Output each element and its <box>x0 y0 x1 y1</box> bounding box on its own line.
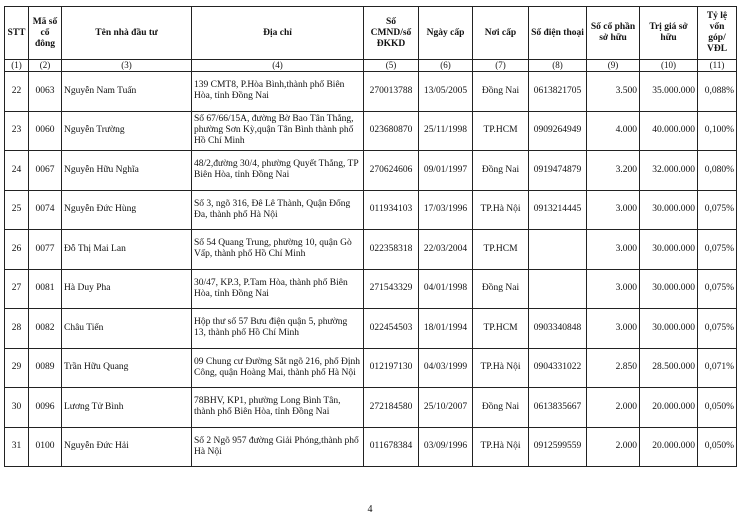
issue-place-cell: Đồng Nai <box>473 388 529 428</box>
column-number: (2) <box>29 60 62 72</box>
shares-cell: 3.000 <box>587 269 640 309</box>
investor-name-cell: Nguyễn Hữu Nghĩa <box>62 151 192 191</box>
header-cell: Số điện thoại <box>529 7 587 60</box>
column-number: (11) <box>698 60 737 72</box>
shares-cell: 2.000 <box>587 388 640 428</box>
shares-cell: 3.000 <box>587 230 640 270</box>
shareholder-code-cell: 0089 <box>29 348 62 388</box>
issue-place-cell: TP.Hà Nội <box>473 348 529 388</box>
value-cell: 40.000.000 <box>640 111 698 151</box>
stt-cell: 28 <box>5 309 29 349</box>
issue-place-cell: TP.Hà Nội <box>473 427 529 467</box>
header-cell: Ngày cấp <box>419 7 473 60</box>
id-number-cell: 011678384 <box>364 427 419 467</box>
issue-date-cell: 04/01/1998 <box>419 269 473 309</box>
shareholder-code-cell: 0096 <box>29 388 62 428</box>
id-number-cell: 011934103 <box>364 190 419 230</box>
table-row <box>5 348 737 388</box>
stt-cell: 31 <box>5 427 29 467</box>
header-cell: Số CMND/số ĐKKD <box>364 7 419 60</box>
table-row <box>5 388 737 428</box>
ratio-cell: 0,075% <box>698 230 737 270</box>
value-cell: 30.000.000 <box>640 269 698 309</box>
investor-name-cell: Hà Duy Pha <box>62 269 192 309</box>
phone-cell: 0903340848 <box>529 309 587 349</box>
ratio-cell: 0,071% <box>698 348 737 388</box>
address-cell: 48/2,đường 30/4, phường Quyết Thắng, TP Biên Hòa, tỉnh Đồng Nai <box>192 151 364 191</box>
id-number-cell: 270013788 <box>364 72 419 112</box>
phone-cell: 0919474879 <box>529 151 587 191</box>
issue-place-cell: Đồng Nai <box>473 269 529 309</box>
shareholder-code-cell: 0081 <box>29 269 62 309</box>
issue-place-cell: TP.HCM <box>473 309 529 349</box>
issue-date-cell: 04/03/1999 <box>419 348 473 388</box>
value-cell: 35.000.000 <box>640 72 698 112</box>
issue-date-cell: 09/01/1997 <box>419 151 473 191</box>
header-cell: Tên nhà đầu tư <box>62 7 192 60</box>
address-cell: Hộp thư số 57 Bưu điện quận 5, phường 13, thành phố Hồ Chí Minh <box>192 309 364 349</box>
stt-cell: 22 <box>5 72 29 112</box>
shareholder-code-cell: 0100 <box>29 427 62 467</box>
header-row <box>5 7 737 60</box>
header-cell: STT <box>5 7 29 60</box>
ratio-cell: 0,100% <box>698 111 737 151</box>
id-number-cell: 023680870 <box>364 111 419 151</box>
issue-date-cell: 13/05/2005 <box>419 72 473 112</box>
ratio-cell: 0,050% <box>698 388 737 428</box>
column-number: (7) <box>473 60 529 72</box>
investor-name-cell: Nguyễn Đức Hải <box>62 427 192 467</box>
shareholder-code-cell: 0060 <box>29 111 62 151</box>
issue-place-cell: TP.HCM <box>473 111 529 151</box>
shares-cell: 3.000 <box>587 309 640 349</box>
shareholder-code-cell: 0063 <box>29 72 62 112</box>
id-number-cell: 270624606 <box>364 151 419 191</box>
stt-cell: 27 <box>5 269 29 309</box>
address-cell: Số 54 Quang Trung, phường 10, quận Gò Vấp, thành phố Hồ Chí Minh <box>192 230 364 270</box>
shares-cell: 4.000 <box>587 111 640 151</box>
phone-cell: 0913214445 <box>529 190 587 230</box>
address-cell: 139 CMT8, P.Hòa Bình,thành phố Biên Hòa, tỉnh Đồng Nai <box>192 72 364 112</box>
table-row <box>5 111 737 151</box>
issue-date-cell: 03/09/1996 <box>419 427 473 467</box>
investor-name-cell: Nguyễn Đức Hùng <box>62 190 192 230</box>
investor-name-cell: Nguyễn Nam Tuấn <box>62 72 192 112</box>
column-number: (4) <box>192 60 364 72</box>
table-row <box>5 427 737 467</box>
value-cell: 28.500.000 <box>640 348 698 388</box>
column-number: (9) <box>587 60 640 72</box>
issue-date-cell: 17/03/1996 <box>419 190 473 230</box>
shares-cell: 3.000 <box>587 190 640 230</box>
stt-cell: 23 <box>5 111 29 151</box>
stt-cell: 29 <box>5 348 29 388</box>
issue-place-cell: Đồng Nai <box>473 151 529 191</box>
shares-cell: 3.200 <box>587 151 640 191</box>
address-cell: 30/47, KP.3, P.Tam Hòa, thành phố Biên Hòa, tỉnh Đồng Nai <box>192 269 364 309</box>
investor-name-cell: Lương Tử Bình <box>62 388 192 428</box>
header-cell: Địa chỉ <box>192 7 364 60</box>
issue-place-cell: TP.Hà Nội <box>473 190 529 230</box>
id-number-cell: 272184580 <box>364 388 419 428</box>
investor-name-cell: Châu Tiến <box>62 309 192 349</box>
column-number: (8) <box>529 60 587 72</box>
column-number: (10) <box>640 60 698 72</box>
phone-cell <box>529 230 587 270</box>
value-cell: 30.000.000 <box>640 190 698 230</box>
ratio-cell: 0,075% <box>698 309 737 349</box>
table-body <box>5 72 737 467</box>
shares-cell: 3.500 <box>587 72 640 112</box>
table-row <box>5 269 737 309</box>
column-number: (3) <box>62 60 192 72</box>
shareholder-code-cell: 0077 <box>29 230 62 270</box>
shares-cell: 2.000 <box>587 427 640 467</box>
header-cell: Mã số cổ đông <box>29 7 62 60</box>
ratio-cell: 0,080% <box>698 151 737 191</box>
investor-name-cell: Trần Hữu Quang <box>62 348 192 388</box>
table-row <box>5 230 737 270</box>
header-cell: Số cổ phần sở hữu <box>587 7 640 60</box>
shareholder-code-cell: 0082 <box>29 309 62 349</box>
value-cell: 20.000.000 <box>640 388 698 428</box>
stt-cell: 26 <box>5 230 29 270</box>
phone-cell <box>529 269 587 309</box>
id-number-cell: 012197130 <box>364 348 419 388</box>
phone-cell: 0912599559 <box>529 427 587 467</box>
id-number-cell: 022358318 <box>364 230 419 270</box>
column-number-row <box>5 60 737 72</box>
shares-cell: 2.850 <box>587 348 640 388</box>
address-cell: Số 2 Ngõ 957 đường Giải Phóng,thành phố Hà Nội <box>192 427 364 467</box>
column-number: (5) <box>364 60 419 72</box>
header-cell: Trị giá sở hữu <box>640 7 698 60</box>
value-cell: 20.000.000 <box>640 427 698 467</box>
address-cell: 78BHV, KP1, phường Long Bình Tân, thành phố Biên Hòa, tỉnh Đồng Nai <box>192 388 364 428</box>
investor-name-cell: Đỗ Thị Mai Lan <box>62 230 192 270</box>
address-cell: Số 3, ngõ 316, Đê Lê Thành, Quận Đống Đa, thành phố Hà Nội <box>192 190 364 230</box>
ratio-cell: 0,075% <box>698 190 737 230</box>
address-cell: Số 67/66/15A, đường Bờ Bao Tân Thắng, phường Sơn Kỳ,quận Tân Bình thành phố Hồ Chí Minh <box>192 111 364 151</box>
issue-place-cell: TP.HCM <box>473 230 529 270</box>
value-cell: 30.000.000 <box>640 309 698 349</box>
page-number: 4 <box>367 504 373 515</box>
header-cell: Nơi cấp <box>473 7 529 60</box>
phone-cell: 0904331022 <box>529 348 587 388</box>
value-cell: 32.000.000 <box>640 151 698 191</box>
address-cell: 09 Chung cư Đường Sắt ngõ 216, phố Định Công, quận Hoàng Mai, thành phố Hà Nội <box>192 348 364 388</box>
table-row <box>5 309 737 349</box>
phone-cell: 0613835667 <box>529 388 587 428</box>
shareholder-code-cell: 0074 <box>29 190 62 230</box>
table-row <box>5 151 737 191</box>
ratio-cell: 0,050% <box>698 427 737 467</box>
table-row <box>5 72 737 112</box>
ratio-cell: 0,075% <box>698 269 737 309</box>
investor-name-cell: Nguyễn Trường <box>62 111 192 151</box>
value-cell: 30.000.000 <box>640 230 698 270</box>
issue-date-cell: 25/10/2007 <box>419 388 473 428</box>
id-number-cell: 022454503 <box>364 309 419 349</box>
column-number: (6) <box>419 60 473 72</box>
shareholder-table <box>4 6 737 467</box>
header-cell: Tỷ lệ vốn góp/ VĐL <box>698 7 737 60</box>
issue-date-cell: 25/11/1998 <box>419 111 473 151</box>
issue-place-cell: Đồng Nai <box>473 72 529 112</box>
issue-date-cell: 22/03/2004 <box>419 230 473 270</box>
stt-cell: 25 <box>5 190 29 230</box>
column-number: (1) <box>5 60 29 72</box>
phone-cell: 0613821705 <box>529 72 587 112</box>
phone-cell: 0909264949 <box>529 111 587 151</box>
ratio-cell: 0,088% <box>698 72 737 112</box>
table-row <box>5 190 737 230</box>
issue-date-cell: 18/01/1994 <box>419 309 473 349</box>
id-number-cell: 271543329 <box>364 269 419 309</box>
stt-cell: 24 <box>5 151 29 191</box>
shareholder-code-cell: 0067 <box>29 151 62 191</box>
stt-cell: 30 <box>5 388 29 428</box>
